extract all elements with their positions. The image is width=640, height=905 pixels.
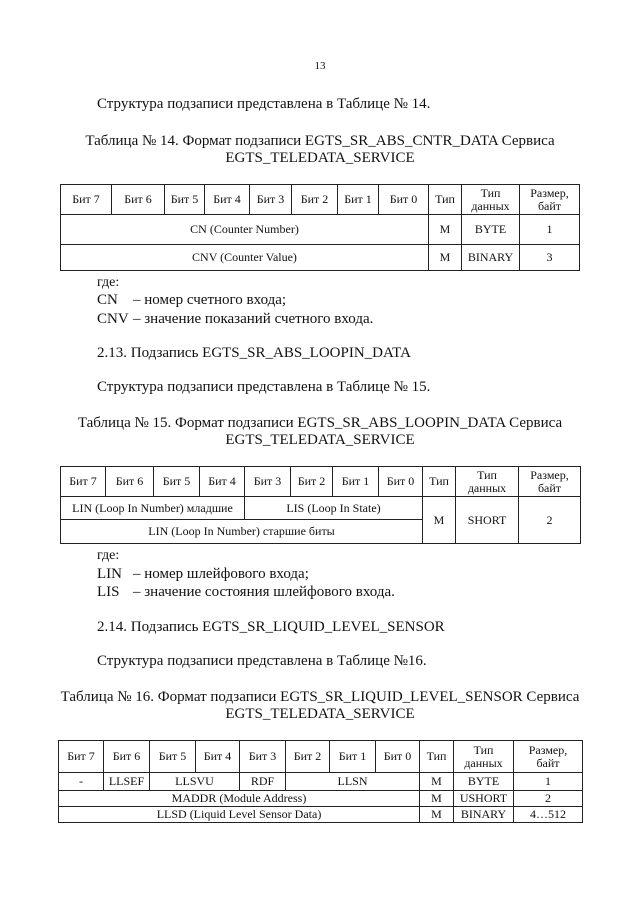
intro-table-16: Структура подзаписи представлена в Таблице №16. bbox=[97, 653, 427, 669]
table-row bbox=[61, 215, 580, 245]
bit7-cell: - bbox=[59, 773, 104, 791]
size-cell: 2 bbox=[514, 791, 583, 807]
header-cell: Бит 3 bbox=[250, 185, 292, 215]
size-cell: 1 bbox=[520, 215, 580, 245]
definition-text: – значение состояния шлейфового входа. bbox=[133, 584, 395, 600]
header-cell: Бит 0 bbox=[379, 185, 429, 215]
header-cell: Тип данных bbox=[454, 741, 514, 773]
table-header-row bbox=[61, 467, 581, 497]
type-cell: M bbox=[429, 245, 462, 271]
header-cell: Бит 3 bbox=[240, 741, 286, 773]
table-14 bbox=[60, 184, 580, 271]
header-cell: Тип bbox=[423, 467, 456, 497]
header-cell: Бит 5 bbox=[150, 741, 196, 773]
header-cell: Бит 5 bbox=[165, 185, 205, 215]
definition-cnv bbox=[97, 311, 373, 328]
llsn-cell: LLSN bbox=[286, 773, 420, 791]
header-cell: Бит 2 bbox=[292, 185, 338, 215]
intro-table-14: Структура подзаписи представлена в Таблице № 14. bbox=[97, 96, 431, 112]
caption-line2: EGTS_TELEDATA_SERVICE bbox=[225, 706, 415, 722]
header-cell: Бит 0 bbox=[376, 741, 420, 773]
dtype-cell: BYTE bbox=[462, 215, 520, 245]
header-cell: Бит 2 bbox=[286, 741, 330, 773]
type-cell: M bbox=[420, 807, 454, 823]
caption-line1: Таблица № 15. Формат подзаписи EGTS_SR_ABS_LOOPIN_DATA Сервиса bbox=[77, 415, 563, 431]
caption-line1: Таблица № 14. Формат подзаписи EGTS_SR_ABS_CNTR_DATA Сервиса bbox=[85, 133, 555, 149]
header-cell: Размер, байт bbox=[514, 741, 583, 773]
header-cell: Бит 6 bbox=[104, 741, 150, 773]
field-cell: MADDR (Module Address) bbox=[59, 791, 420, 807]
header-cell: Бит 5 bbox=[154, 467, 200, 497]
field-cell: LLSD (Liquid Level Sensor Data) bbox=[59, 807, 420, 823]
table-header-row bbox=[59, 741, 583, 773]
definition-abbr: CNV bbox=[97, 311, 129, 327]
caption-line1: Таблица № 16. Формат подзаписи EGTS_SR_LIQUID_LEVEL_SENSOR Сервиса bbox=[60, 689, 580, 705]
header-cell: Бит 6 bbox=[106, 467, 154, 497]
section-heading-2-13: 2.13. Подзапись EGTS_SR_ABS_LOOPIN_DATA bbox=[97, 345, 411, 361]
header-cell: Бит 4 bbox=[196, 741, 240, 773]
rdf-cell: RDF bbox=[240, 773, 286, 791]
header-cell: Бит 0 bbox=[379, 467, 423, 497]
table-row bbox=[59, 791, 583, 807]
dtype-cell: SHORT bbox=[456, 497, 519, 544]
llsvu-cell: LLSVU bbox=[150, 773, 240, 791]
section-heading-2-14: 2.14. Подзапись EGTS_SR_LIQUID_LEVEL_SENSOR bbox=[97, 619, 445, 635]
lin-low-cell: LIN (Loop In Number) младшие bbox=[61, 497, 245, 520]
dtype-cell: BYTE bbox=[454, 773, 514, 791]
where-label: где: bbox=[97, 548, 120, 563]
size-cell: 3 bbox=[520, 245, 580, 271]
caption-table-15 bbox=[0, 415, 640, 449]
definition-cn bbox=[97, 292, 286, 309]
header-cell: Бит 2 bbox=[291, 467, 333, 497]
definition-abbr: CN bbox=[97, 292, 118, 308]
llsef-cell: LLSEF bbox=[104, 773, 150, 791]
caption-table-14 bbox=[0, 133, 640, 167]
page-number: 13 bbox=[314, 60, 326, 72]
header-cell: Бит 4 bbox=[205, 185, 250, 215]
definition-abbr: LIN bbox=[97, 566, 122, 582]
header-cell: Бит 7 bbox=[61, 467, 106, 497]
field-cell: CNV (Counter Value) bbox=[61, 245, 429, 271]
header-cell: Бит 1 bbox=[338, 185, 379, 215]
definition-text: – номер счетного входа; bbox=[133, 292, 287, 308]
header-cell: Бит 7 bbox=[61, 185, 112, 215]
header-cell: Бит 3 bbox=[245, 467, 291, 497]
type-cell: M bbox=[429, 215, 462, 245]
size-cell: 2 bbox=[519, 497, 581, 544]
header-cell: Тип bbox=[420, 741, 454, 773]
where-label: где: bbox=[97, 275, 120, 290]
definition-text: – значение показаний счетного входа. bbox=[133, 311, 374, 327]
header-cell: Тип bbox=[429, 185, 462, 215]
header-cell: Бит 1 bbox=[333, 467, 379, 497]
header-cell: Размер, байт bbox=[519, 467, 581, 497]
size-cell: 1 bbox=[514, 773, 583, 791]
table-row bbox=[61, 245, 580, 271]
caption-table-16 bbox=[0, 689, 640, 723]
lis-cell: LIS (Loop In State) bbox=[245, 497, 423, 520]
header-cell: Бит 7 bbox=[59, 741, 104, 773]
header-cell: Бит 4 bbox=[200, 467, 245, 497]
lin-high-cell: LIN (Loop In Number) старшие биты bbox=[61, 520, 423, 544]
intro-table-15: Структура подзаписи представлена в Таблице № 15. bbox=[97, 379, 431, 395]
header-cell: Бит 6 bbox=[112, 185, 165, 215]
definition-text: – номер шлейфового входа; bbox=[133, 566, 309, 582]
type-cell: M bbox=[420, 773, 454, 791]
dtype-cell: BINARY bbox=[462, 245, 520, 271]
dtype-cell: USHORT bbox=[454, 791, 514, 807]
table-15 bbox=[60, 466, 581, 544]
caption-line2: EGTS_TELEDATA_SERVICE bbox=[225, 150, 415, 166]
header-cell: Тип данных bbox=[456, 467, 519, 497]
dtype-cell: BINARY bbox=[454, 807, 514, 823]
definition-lis bbox=[97, 584, 395, 601]
table-16 bbox=[58, 740, 583, 823]
type-cell: M bbox=[420, 791, 454, 807]
header-cell: Бит 1 bbox=[330, 741, 376, 773]
table-row bbox=[59, 807, 583, 823]
type-cell: M bbox=[423, 497, 456, 544]
table-row bbox=[59, 773, 583, 791]
table-row bbox=[61, 497, 581, 520]
size-cell: 4…512 bbox=[514, 807, 583, 823]
caption-line2: EGTS_TELEDATA_SERVICE bbox=[225, 432, 415, 448]
definition-abbr: LIS bbox=[97, 584, 120, 600]
definition-lin bbox=[97, 566, 309, 583]
header-cell: Размер, байт bbox=[520, 185, 580, 215]
header-cell: Тип данных bbox=[462, 185, 520, 215]
field-cell: CN (Counter Number) bbox=[61, 215, 429, 245]
table-header-row bbox=[61, 185, 580, 215]
